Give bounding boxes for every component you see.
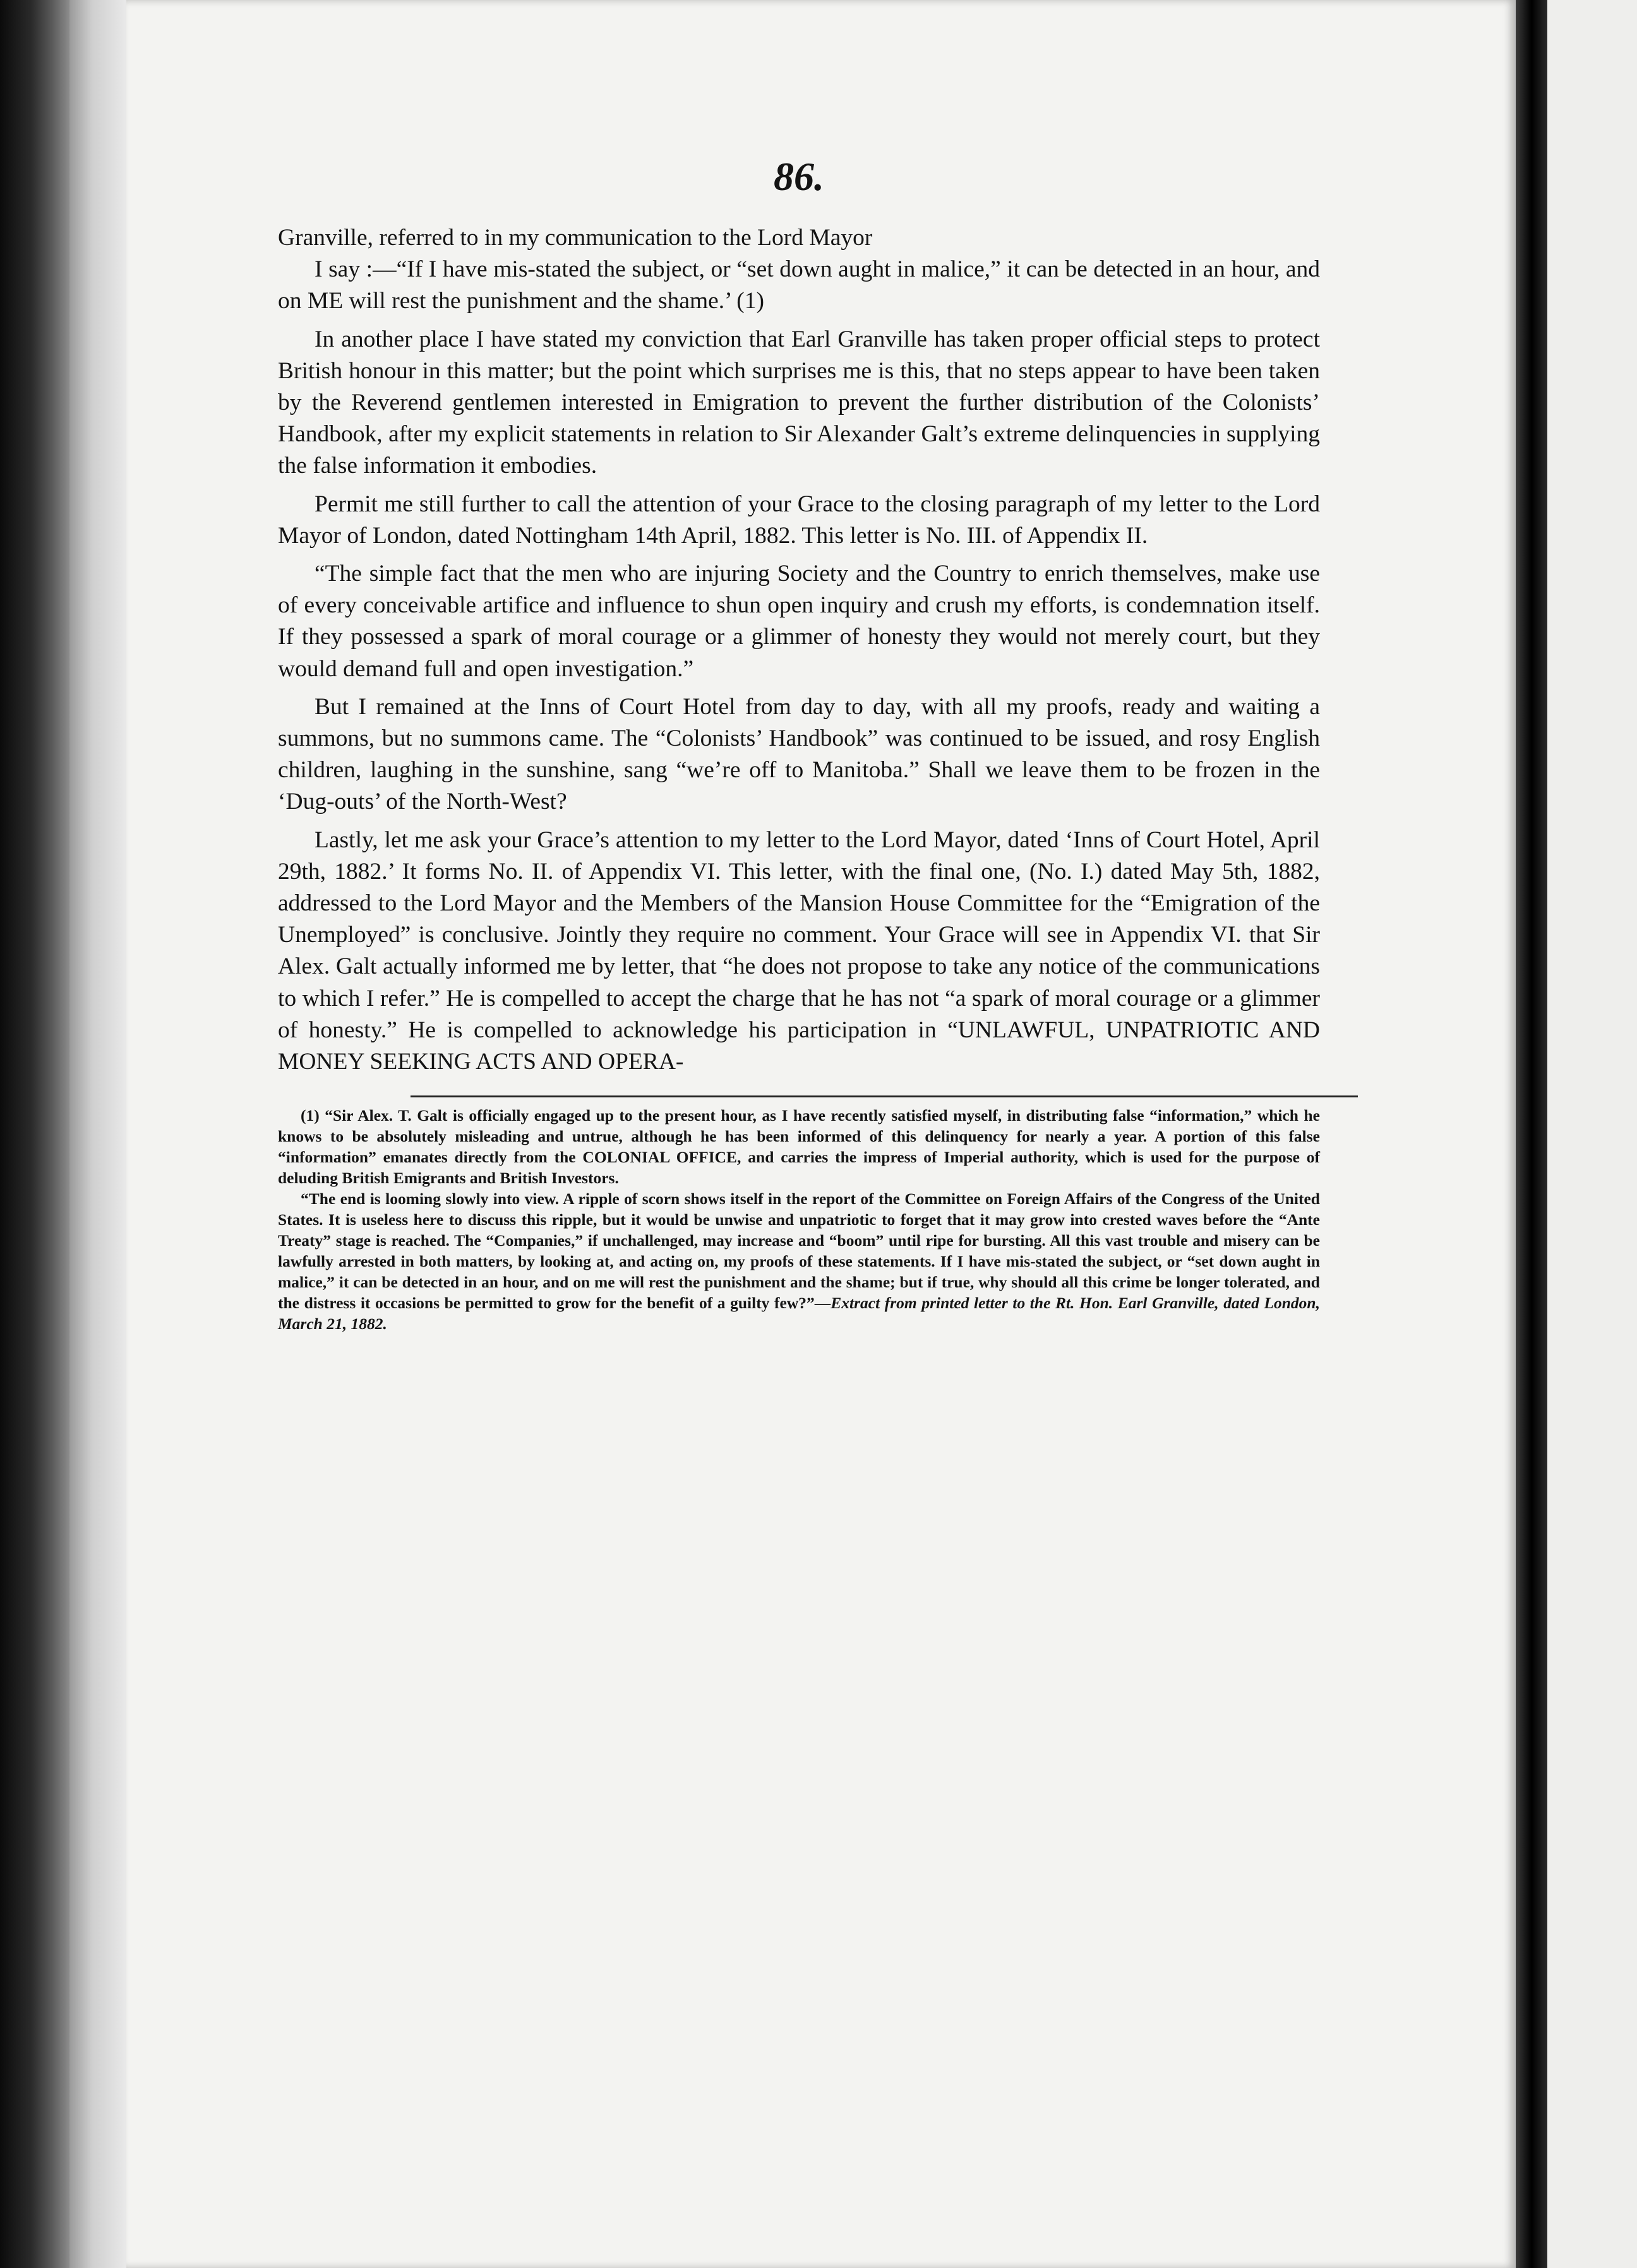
paragraph: In another place I have stated my conviction that Earl Granville has taken proper official steps to protect British honour in this matter; but the point which surprises me is this, that no steps appear to have been taken by the Reverend gentlemen interested in Emigration to prevent the further distribution of the Colonists’ Handbook, after my explicit statements in relation to Sir Alexander Galt’s extreme delinquencies in supplying the false information it embodies. <box>278 326 1320 479</box>
facing-page-edge <box>1547 0 1637 2268</box>
footnote-divider <box>411 1095 1358 1097</box>
paragraph: I say :—“If I have mis-stated the subject, or “set down aught in malice,” it can be detected in an hour, and on ME will rest the punishment and the shame.’ (1) <box>278 256 1320 314</box>
paragraph: But I remained at the Inns of Court Hotel from day to day, with all my proofs, ready and waiting a summons, but no summons came. The “Colonists’ Handbook” was continued to be issued, and rosy English children, laughing in the sunshine, sang “we’re off to Manitoba.” Shall we leave them to be frozen in the ‘Dug-outs’ of the North-West? <box>278 693 1320 815</box>
book-gutter <box>1516 0 1547 2268</box>
book-binding-shadow <box>0 0 69 2268</box>
page-number: 86. <box>774 154 824 199</box>
body-text <box>278 222 1320 1078</box>
page-content <box>278 152 1320 2197</box>
page-edge <box>69 0 126 2268</box>
footnotes <box>278 1105 1320 1334</box>
quoted-paragraph: “The simple fact that the men who are injuring Society and the Country to enrich themselves, make use of every conceivable artifice and influence to shun open inquiry and crush my efforts, is condemnation itself. If they possessed a spark of moral courage or a glimmer of honesty they would not merely court, but they would demand full and open investigation.” <box>278 561 1320 682</box>
paragraph: Lastly, let me ask your Grace’s attention to my letter to the Lord Mayor, dated ‘Inns of Court Hotel, April 29th, 1882.’ It forms No. II. of Appendix VI. This letter, with the final one, (No. I.) dated May 5th, 1882, addressed to the Lord Mayor and the Members of the Mansion House Committee for the “Emigration of the Unemployed” is conclusive. Jointly they require no comment. Your Grace will see in Appendix VI. that Sir Alex. Galt actually informed me by letter, that “he does not propose to take any notice of the communications to which I refer.” He is compelled to accept the charge that he has not “a spark of moral courage or a glimmer of honesty.” He is compelled to acknowledge his participation in “UNLAWFUL, UNPATRIOTIC AND MONEY SEEKING ACTS AND OPERA- <box>278 827 1320 1075</box>
paragraph: Granville, referred to in my communication to the Lord Mayor <box>278 225 873 251</box>
paragraph: Permit me still further to call the attention of your Grace to the closing paragraph of my letter to the Lord Mayor of London, dated Nottingham 14th April, 1882. This letter is No. III. of Appendix II. <box>278 491 1320 549</box>
footnote: (1) “Sir Alex. T. Galt is officially engaged up to the present hour, as I have recently satisfied myself, in distributing false “information,” which he knows to be absolutely misleading and untrue, although he has been informed of this delinquency for nearly a year. A portion of this false “information” emanates directly from the COLONIAL OFFICE, and carries the impress of Imperial authority, which is used for the purpose of deluding British Emigrants and British Investors. <box>278 1106 1320 1188</box>
footnote-text: “The end is looming slowly into view. A ripple of scorn shows itself in the report of the Committee on Foreign Affairs of the Congress of the United States. It is useless here to discuss this ripple, but it would be unwise and unpatriotic to forget that it may grow into crested waves before the “Ante Treaty” stage is reached. The “Companies,” if unchallenged, may increase and “boom” until ripe for bursting. All this vast trouble and misery can be lawfully arrested in both matters, by looking at, and acting on, my proofs of these statements. If I have mis-stated the subject, or “set down aught in malice,” it can be detected in an hour, and on me will rest the punishment and the shame; but if true, why should all this crime be longer tolerated, and the distress it occasions be permitted to grow for the benefit of a guilty few?”— <box>278 1190 1320 1313</box>
footnote <box>278 1188 1320 1334</box>
footnote-source: Extract from printed letter to the Rt. Hon. Earl Granville, dated London, March 21, 1882. <box>278 1294 1320 1334</box>
